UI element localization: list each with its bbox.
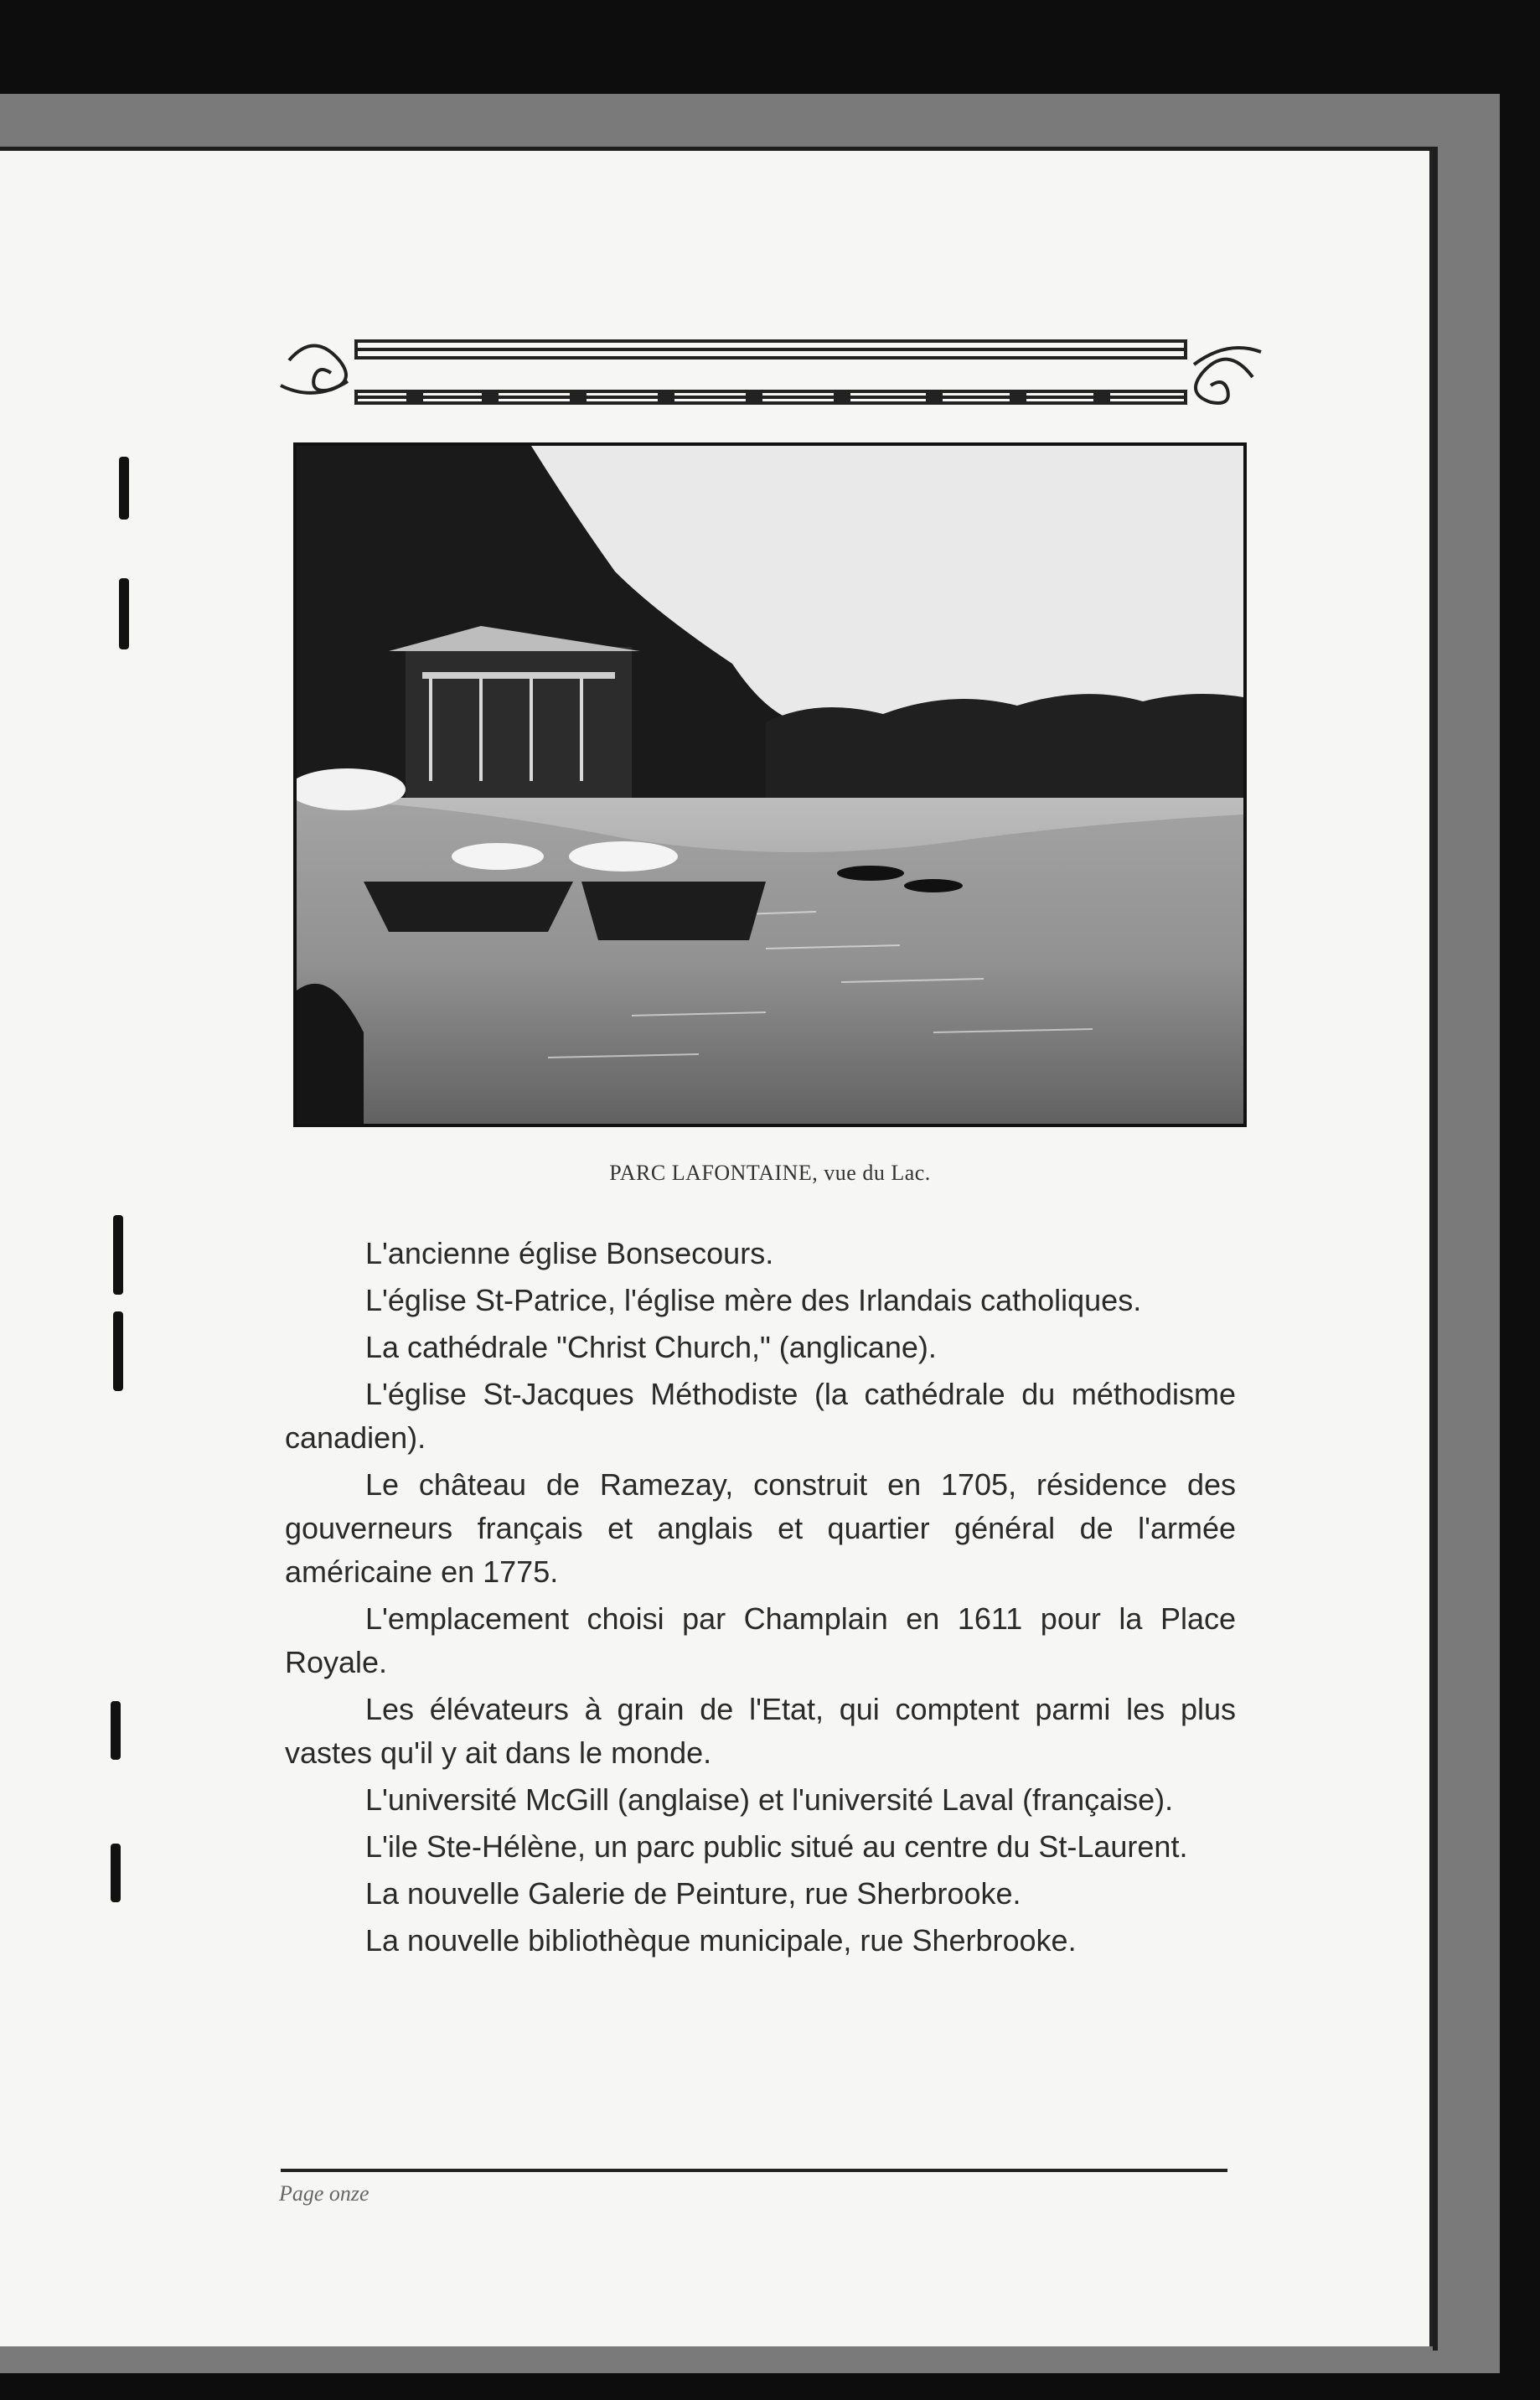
paragraph: L'emplacement choisi par Champlain en 1611 pour la Place Royale. <box>285 1601 1236 1679</box>
header-ornament <box>272 314 1269 423</box>
park-lake-photo <box>293 442 1247 1127</box>
paragraph: La cathédrale "Christ Church," (anglicane). <box>365 1330 937 1364</box>
binding-mark <box>119 578 129 649</box>
binding-mark <box>111 1701 121 1760</box>
binding-mark <box>113 1311 123 1391</box>
paragraph: Les élévateurs à grain de l'Etat, qui comptent parmi les plus vastes qu'il y ait dans le monde. <box>285 1692 1236 1770</box>
paragraph: La nouvelle Galerie de Peinture, rue Sherbrooke. <box>365 1876 1021 1911</box>
paragraph: L'ancienne église Bonsecours. <box>365 1236 774 1270</box>
binding-mark <box>111 1844 121 1902</box>
paragraph: L'église St-Jacques Méthodiste (la cathédrale du méthodisme canadien). <box>285 1377 1236 1455</box>
park-lake-illustration <box>297 446 1243 1124</box>
paragraph: La nouvelle bibliothèque municipale, rue Sherbrooke. <box>365 1923 1077 1958</box>
binding-mark <box>119 457 129 520</box>
paragraph: L'université McGill (anglaise) et l'université Laval (française). <box>365 1782 1174 1817</box>
landmarks-list <box>285 1232 1236 1966</box>
photo-caption: PARC LAFONTAINE, vue du Lac. <box>609 1161 931 1185</box>
paragraph: L'ile Ste-Hélène, un parc public situé au centre du St-Laurent. <box>365 1829 1188 1864</box>
paragraph: Le château de Ramezay, construit en 1705, résidence des gouverneurs français et anglais et quartier général de l'armée américaine en 1775. <box>285 1467 1236 1589</box>
binding-mark <box>113 1215 123 1295</box>
paragraph: L'église St-Patrice, l'église mère des Irlandais catholiques. <box>365 1283 1142 1317</box>
footer-rule <box>281 2169 1227 2172</box>
page-number: Page onze <box>279 2181 369 2206</box>
